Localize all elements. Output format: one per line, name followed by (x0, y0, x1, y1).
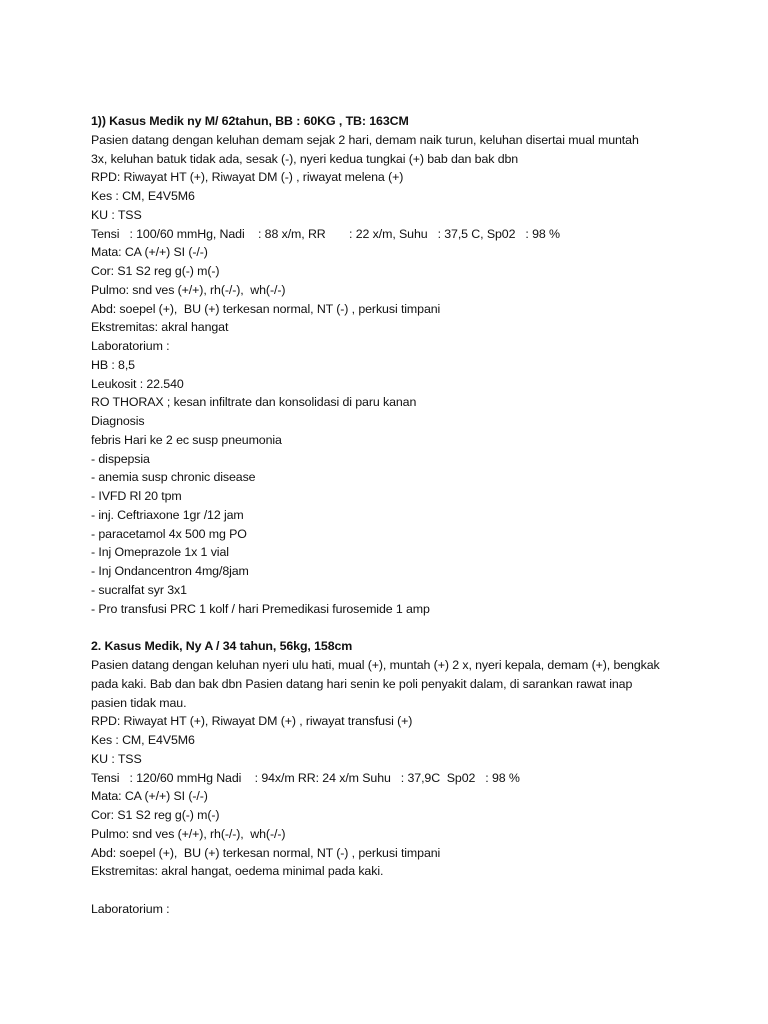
case-2-line: Kes : CM, E4V5M6 (91, 733, 195, 747)
case-1-line: - paracetamol 4x 500 mg PO (91, 526, 247, 541)
case-1-line: Tensi : 100/60 mmHg, Nadi : 88 x/m, RR : 22 x/m, Suhu : 37,5 C, Sp02 : 98 % (91, 226, 560, 241)
case-1-line: RO THORAX ; kesan infiltrate dan konsolidasi di paru kanan (91, 395, 417, 410)
case-1-line: - Inj Omeprazole 1x 1 vial (91, 545, 229, 560)
case-1-line: - sucralfat syr 3x1 (91, 582, 187, 597)
case-1-line: Pulmo: snd ves (+/+), rh(-/-), wh(-/-) (91, 282, 286, 297)
case-2-line: RPD: Riwayat HT (+), Riwayat DM (+) , riwayat transfusi (+) (91, 714, 413, 729)
case-1-line: - IVFD Rl 20 tpm (91, 489, 182, 503)
case-1-line: Ekstremitas: akral hangat (91, 320, 229, 335)
case-2-line: pasien tidak mau. (91, 695, 187, 710)
case-1-line: Pasien datang dengan keluhan demam sejak 2 hari, demam naik turun, keluhan disertai mual muntah (91, 132, 639, 147)
case-2-line (91, 881, 691, 900)
case-2-line: pada kaki. Bab dan bak dbn Pasien datang hari senin ke poli penyakit dalam, di sarankan rawat inap (91, 676, 633, 691)
case-1-line: HB : 8,5 (91, 357, 135, 372)
case-2 (91, 637, 691, 918)
case-1-title: 1)) Kasus Medik ny M/ 62tahun, BB : 60KG , TB: 163CM (91, 114, 409, 128)
case-2-line: KU : TSS (91, 751, 142, 766)
case-2-line: Laboratorium : (91, 901, 170, 916)
case-1-line: RPD: Riwayat HT (+), Riwayat DM (-) , riwayat melena (+) (91, 170, 404, 185)
case-2-line: Tensi : 120/60 mmHg Nadi : 94x/m RR: 24 x/m Suhu : 37,9C Sp02 : 98 % (91, 770, 520, 785)
case-1-line: - dispepsia (91, 451, 150, 466)
case-1-line: Cor: S1 S2 reg g(-) m(-) (91, 264, 220, 278)
case-2-line: Mata: CA (+/+) SI (-/-) (91, 789, 208, 804)
case-1-line: - inj. Ceftriaxone 1gr /12 jam (91, 507, 244, 522)
case-1-line: KU : TSS (91, 207, 142, 222)
case-1-line: febris Hari ke 2 ec susp pneumonia (91, 432, 282, 447)
case-1-line: Abd: soepel (+), BU (+) terkesan normal, NT (-) , perkusi timpani (91, 301, 441, 316)
case-1-line: Diagnosis (91, 414, 145, 428)
case-2-line: Pulmo: snd ves (+/+), rh(-/-), wh(-/-) (91, 826, 286, 841)
case-1-line: - Pro transfusi PRC 1 kolf / hari Premedikasi furosemide 1 amp (91, 601, 430, 616)
case-1-line: - Inj Ondancentron 4mg/8jam (91, 564, 249, 578)
document-body (91, 112, 691, 919)
case-2-line: Ekstremitas: akral hangat, oedema minimal pada kaki. (91, 864, 384, 879)
case-1-line: 3x, keluhan batuk tidak ada, sesak (-), nyeri kedua tungkai (+) bab dan bak dbn (91, 151, 519, 166)
case-1 (91, 112, 691, 618)
case-1-line: Leukosit : 22.540 (91, 376, 184, 391)
case-1-line: Laboratorium : (91, 339, 170, 353)
case-2-title: 2. Kasus Medik, Ny A / 34 tahun, 56kg, 158cm (91, 639, 353, 654)
case-2-line: Pasien datang dengan keluhan nyeri ulu hati, mual (+), muntah (+) 2 x, nyeri kepala, demam (+), bengkak (91, 658, 660, 672)
case-1-line: Mata: CA (+/+) SI (-/-) (91, 245, 208, 260)
case-1-line: - anemia susp chronic disease (91, 470, 256, 485)
case-1-line: Kes : CM, E4V5M6 (91, 189, 195, 203)
case-2-line: Abd: soepel (+), BU (+) terkesan normal, NT (-) , perkusi timpani (91, 845, 441, 860)
case-2-line: Cor: S1 S2 reg g(-) m(-) (91, 808, 220, 822)
